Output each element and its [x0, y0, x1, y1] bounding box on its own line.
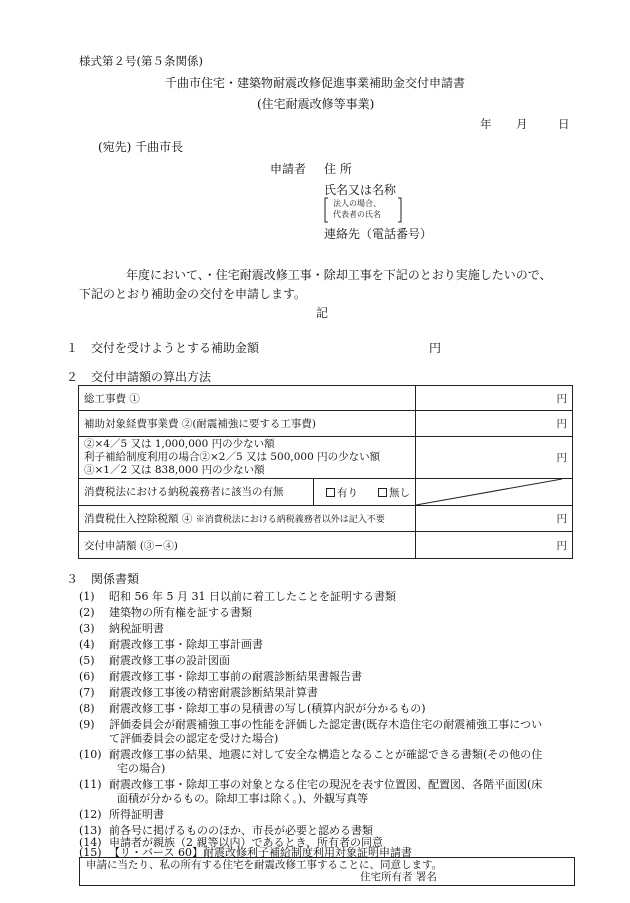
eligible-cost-value[interactable]: 円: [416, 411, 573, 437]
doc-text: 耐震改修工事・除却工事計画書: [109, 638, 263, 651]
doc-text-cont: 宅の場合): [117, 762, 166, 775]
date-year[interactable]: 年: [480, 117, 492, 131]
doc-num: (11): [79, 778, 102, 791]
form-number: 様式第２号(第５条関係): [79, 54, 203, 68]
taxpayer-no-option[interactable]: [358, 485, 410, 500]
doc-text: 昭和 56 年 5 月 31 日以前に着工したことを証明する書類: [109, 590, 396, 603]
total-cost-label: 総工事費 ①: [79, 386, 416, 411]
doc-num: (4): [79, 638, 95, 651]
taxpayer-no-label: 無し: [389, 486, 410, 499]
doc-num: (12): [79, 808, 102, 821]
date-day[interactable]: 日: [558, 117, 570, 131]
body-text-line2: 下記のとおり補助金の交付を申請します。: [79, 287, 307, 301]
applicant-name-label[interactable]: 氏名又は名称: [324, 183, 397, 197]
subsidy-calc-cell: [79, 437, 416, 479]
diagonal-slash: [416, 479, 562, 505]
total-cost-value[interactable]: 円: [416, 386, 573, 411]
checkbox-icon[interactable]: [326, 488, 335, 497]
date-month[interactable]: 月: [516, 117, 528, 131]
consent-text: 申請に当たり、私の所有する住宅を耐震改修工事することに、同意します。: [86, 859, 443, 871]
table-row: [79, 437, 573, 479]
checkbox-icon[interactable]: [378, 488, 387, 497]
owner-signature[interactable]: 住宅所有者 署名: [360, 871, 437, 883]
doc-num: (1): [79, 590, 95, 603]
doc-text: 納税証明書: [109, 622, 164, 635]
eligible-cost-label: 補助対象経費事業費 ②(耐震補強に要する工事費): [79, 411, 416, 437]
ki-marker: 記: [316, 306, 329, 320]
corporate-note-line1: 法人の場合、: [333, 199, 381, 208]
doc-text-cont: 面積が分かるもの。除却工事は除く。)、外観写真等: [117, 792, 369, 805]
consent-box: [79, 857, 575, 886]
doc-text-cont: て評価委員会の認定を受けた場合): [109, 732, 279, 745]
table-row: [79, 506, 573, 532]
subsidy-calc-value[interactable]: 円: [416, 437, 573, 479]
taxpayer-row: [79, 479, 416, 506]
table-row: [79, 386, 573, 411]
calculation-table: [78, 385, 573, 559]
doc-num: (9): [79, 718, 95, 731]
subsidy-calc-line1: ②×4／5 又は 1,000,000 円の少ない額: [84, 437, 275, 450]
tax-credit-value[interactable]: 円: [416, 506, 573, 532]
doc-text: 耐震改修工事・除却工事の対象となる住宅の現況を表す位置図、配置図、各階平面図(床: [109, 778, 543, 791]
doc-num: (3): [79, 622, 95, 635]
subsidy-calc-line2: 利子補給制度利用の場合②×2／5 又は 500,000 円の少ない額: [84, 450, 381, 463]
section2-number: ２: [66, 370, 79, 384]
applicant-contact-label[interactable]: 連絡先（電話番号）: [324, 227, 433, 241]
doc-num: (14): [79, 836, 102, 849]
page-title: 千曲市住宅・建築物耐震改修促進事業補助金交付申請書: [165, 76, 466, 90]
subsidy-calc-line3: ③×1／2 又は 838,000 円の少ない額: [84, 464, 265, 477]
section1-unit[interactable]: 円: [429, 341, 442, 355]
doc-num: (10): [79, 748, 102, 761]
application-amount-label: 交付申請額 (③−④): [79, 532, 416, 559]
doc-text: 耐震改修工事・除却工事前の耐震診断結果書報告書: [109, 670, 362, 683]
taxpayer-yes-option[interactable]: [314, 485, 358, 500]
doc-num: (8): [79, 702, 95, 715]
doc-num: (15): [79, 846, 102, 859]
taxpayer-label: 消費税法における納税義務者に該当の有無: [79, 479, 314, 505]
corporate-note-line2: 代表者の氏名: [333, 210, 381, 219]
addressee: (宛先) 千曲市長: [98, 140, 184, 154]
applicant-address-label[interactable]: 住 所: [324, 162, 352, 176]
application-amount-value[interactable]: 円: [416, 532, 573, 559]
doc-text: 耐震改修工事・除却工事の見積書の写し(積算内訳が分かるもの): [109, 702, 426, 715]
doc-num: (5): [79, 654, 95, 667]
page-subtitle: (住宅耐震改修等事業): [257, 97, 375, 111]
section2-label: 交付申請額の算出方法: [91, 370, 212, 384]
section1-number: １: [66, 341, 79, 355]
doc-text: 耐震改修工事の結果、地震に対して安全な構造となることが確認できる書類(その他の住: [109, 748, 543, 761]
doc-text: 建築物の所有権を証する書類: [109, 606, 252, 619]
table-row: [79, 532, 573, 559]
table-row: [79, 479, 573, 506]
doc-text: 耐震改修工事の設計図面: [109, 654, 230, 667]
doc-text: 【リ・バース 60】耐震改修利子補給制度利用対象証明申請書: [109, 846, 412, 859]
doc-text: 耐震改修工事後の精密耐震診断結果計算書: [109, 686, 318, 699]
doc-text: 評価委員会が耐震補強工事の性能を評価した認定書(既存木造住宅の耐震補強工事につい: [109, 718, 543, 731]
doc-text: 所得証明書: [109, 808, 164, 821]
taxpayer-slash-cell: [416, 479, 573, 506]
doc-num: (7): [79, 686, 95, 699]
tax-credit-label: 消費税仕入控除税額 ④: [84, 513, 193, 525]
doc-num: (2): [79, 606, 95, 619]
doc-text: 申請者が親族（2 親等以内）であるとき、所有者の同意: [109, 836, 384, 849]
section3-label: 関係書類: [91, 572, 140, 586]
section3-number: ３: [66, 572, 79, 586]
body-text-line1: 年度において、・住宅耐震改修工事・除却工事を下記のとおり実施したいので、: [126, 268, 552, 282]
doc-num: (13): [79, 824, 102, 837]
taxpayer-yes-label: 有り: [337, 486, 358, 499]
doc-text: 前各号に掲げるもののほか、市長が必要と認める書類: [109, 824, 373, 837]
doc-num: (6): [79, 670, 95, 683]
tax-credit-note: ※消費税法における納税義務者以外は記入不要: [195, 515, 385, 525]
table-row: [79, 411, 573, 437]
tax-credit-cell: [79, 506, 416, 532]
section1-label: 交付を受けようとする補助金額: [91, 341, 260, 355]
applicant-label: 申請者: [270, 162, 307, 176]
